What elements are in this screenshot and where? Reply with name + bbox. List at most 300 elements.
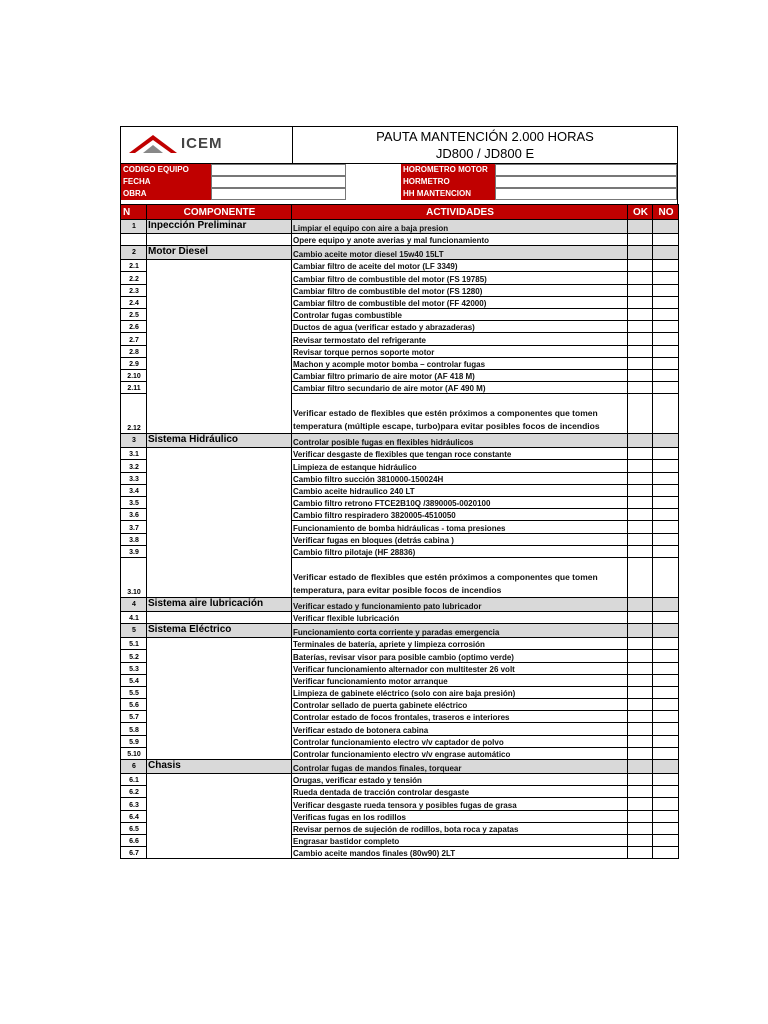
no-checkbox-cell[interactable]: [653, 284, 679, 296]
no-checkbox-cell[interactable]: [653, 497, 679, 509]
component-cell: [147, 333, 292, 345]
ok-checkbox-cell[interactable]: [628, 798, 653, 810]
activity-text: Verificar desgaste rueda tensora y posibles fugas de grasa: [292, 798, 628, 810]
no-checkbox-cell[interactable]: [653, 296, 679, 308]
page-title: PAUTA MANTENCIÓN 2.000 HORAS: [376, 129, 594, 144]
no-checkbox-cell[interactable]: [653, 308, 679, 320]
row-number: 5.1: [121, 638, 147, 650]
table-row: [121, 686, 679, 698]
no-checkbox-cell[interactable]: [653, 557, 679, 597]
ok-checkbox-cell[interactable]: [628, 272, 653, 284]
hormetro-field[interactable]: [495, 176, 677, 188]
component-cell: [147, 735, 292, 747]
table-row: [121, 834, 679, 846]
component-cell: [147, 686, 292, 698]
no-checkbox-cell[interactable]: [653, 597, 679, 611]
ok-checkbox-cell[interactable]: [628, 246, 653, 260]
component-cell: [147, 822, 292, 834]
table-row: [121, 662, 679, 674]
activity-text: Limpiar el equipo con aire a baja presion: [292, 220, 628, 234]
no-checkbox-cell[interactable]: [653, 760, 679, 774]
no-checkbox-cell[interactable]: [653, 822, 679, 834]
no-checkbox-cell[interactable]: [653, 484, 679, 496]
no-checkbox-cell[interactable]: [653, 220, 679, 234]
table-row: [121, 674, 679, 686]
row-number: 6.7: [121, 847, 147, 859]
ok-checkbox-cell[interactable]: [628, 357, 653, 369]
ok-checkbox-cell[interactable]: [628, 711, 653, 723]
obra-field[interactable]: [211, 188, 346, 200]
ok-checkbox-cell[interactable]: [628, 662, 653, 674]
table-row: [121, 284, 679, 296]
row-number: 6.2: [121, 786, 147, 798]
table-row: [121, 611, 679, 623]
component-cell: [147, 284, 292, 296]
row-number: 2.7: [121, 333, 147, 345]
no-checkbox-cell[interactable]: [653, 735, 679, 747]
ok-checkbox-cell[interactable]: [628, 284, 653, 296]
activity-text: Verificar funcionamiento motor arranque: [292, 674, 628, 686]
table-row: [121, 509, 679, 521]
ok-checkbox-cell[interactable]: [628, 557, 653, 597]
ok-checkbox-cell[interactable]: [628, 521, 653, 533]
activity-text: Cambio filtro retrono FTCE2B10Q /3890005-0020100: [292, 497, 628, 509]
activity-text: Cambiar filtro primario de aire motor (AF 418 M): [292, 369, 628, 381]
info-label: FECHA: [121, 176, 211, 188]
row-number: 2.12: [121, 394, 147, 434]
activity-text: Cambiar filtro de combustible del motor (FF 42000): [292, 296, 628, 308]
activity-text: Controlar estado de focos frontales, traseros e interiores: [292, 711, 628, 723]
component-cell: [147, 296, 292, 308]
table-row: [121, 333, 679, 345]
col-header-n: N: [121, 205, 147, 220]
component-cell: [147, 662, 292, 674]
component-cell: [147, 810, 292, 822]
table-row: [121, 638, 679, 650]
component-cell: [147, 460, 292, 472]
no-checkbox-cell[interactable]: [653, 638, 679, 650]
table-row: [121, 260, 679, 272]
ok-checkbox-cell[interactable]: [628, 448, 653, 460]
ok-checkbox-cell[interactable]: [628, 484, 653, 496]
row-number: 5.10: [121, 747, 147, 759]
ok-checkbox-cell[interactable]: [628, 460, 653, 472]
ok-checkbox-cell[interactable]: [628, 810, 653, 822]
ok-checkbox-cell[interactable]: [628, 234, 653, 246]
component-cell: [147, 774, 292, 786]
row-number: 2.4: [121, 296, 147, 308]
ok-checkbox-cell[interactable]: [628, 296, 653, 308]
table-row: [121, 699, 679, 711]
row-number: 3.2: [121, 460, 147, 472]
row-number: 6.1: [121, 774, 147, 786]
activity-text: Controlar sellado de puerta gabinete eléctrico: [292, 699, 628, 711]
no-checkbox-cell[interactable]: [653, 699, 679, 711]
ok-checkbox-cell[interactable]: [628, 674, 653, 686]
no-checkbox-cell[interactable]: [653, 674, 679, 686]
ok-checkbox-cell[interactable]: [628, 308, 653, 320]
section-row: [121, 760, 679, 774]
table-row: [121, 774, 679, 786]
component-cell: [147, 357, 292, 369]
hh-mantencion-field[interactable]: [495, 188, 677, 200]
component-cell: [147, 382, 292, 394]
no-checkbox-cell[interactable]: [653, 472, 679, 484]
section-row: [121, 624, 679, 638]
component-cell: [147, 321, 292, 333]
activity-text: Revisar termostato del refrigerante: [292, 333, 628, 345]
activity-text: Cambio filtro respiradero 3820005-4510050: [292, 509, 628, 521]
no-checkbox-cell[interactable]: [653, 272, 679, 284]
table-row: [121, 472, 679, 484]
no-checkbox-cell[interactable]: [653, 798, 679, 810]
component-cell: [147, 798, 292, 810]
ok-checkbox-cell[interactable]: [628, 774, 653, 786]
table-row: [121, 448, 679, 460]
table-row: [121, 735, 679, 747]
no-checkbox-cell[interactable]: [653, 382, 679, 394]
row-number: 2.6: [121, 321, 147, 333]
no-checkbox-cell[interactable]: [653, 810, 679, 822]
ok-checkbox-cell[interactable]: [628, 220, 653, 234]
ok-checkbox-cell[interactable]: [628, 597, 653, 611]
ok-checkbox-cell[interactable]: [628, 822, 653, 834]
component-cell: [147, 260, 292, 272]
component-cell: [147, 650, 292, 662]
section-row: [121, 246, 679, 260]
ok-checkbox-cell[interactable]: [628, 333, 653, 345]
row-number: 5: [121, 624, 147, 638]
component-cell: [147, 545, 292, 557]
activity-text: Limpieza de gabinete eléctrico (solo con aire baja presión): [292, 686, 628, 698]
activity-text: Cambio aceite motor diesel 15w40 15LT: [292, 246, 628, 260]
info-label: HOROMETRO MOTOR: [401, 164, 495, 176]
component-cell: [147, 847, 292, 859]
no-checkbox-cell[interactable]: [653, 723, 679, 735]
info-row-hormetro: [401, 176, 677, 188]
table-row: [121, 723, 679, 735]
component-cell: [147, 345, 292, 357]
activity-text: Cambiar filtro de combustible del motor (FS 1280): [292, 284, 628, 296]
no-checkbox-cell[interactable]: [653, 847, 679, 859]
activity-text: Funcionamiento corta corriente y paradas emergencia: [292, 624, 628, 638]
activity-text: Limpieza de estanque hidráulico: [292, 460, 628, 472]
activity-text: Verificar fugas en bloques (detrás cabina ): [292, 533, 628, 545]
row-number: 2.1: [121, 260, 147, 272]
table-row: [121, 810, 679, 822]
row-number: 3.7: [121, 521, 147, 533]
ok-checkbox-cell[interactable]: [628, 509, 653, 521]
component-cell: [147, 394, 292, 434]
no-checkbox-cell[interactable]: [653, 394, 679, 434]
component-name: Sistema Eléctrico: [147, 624, 292, 638]
info-label: HORMETRO: [401, 176, 495, 188]
ok-checkbox-cell[interactable]: [628, 321, 653, 333]
ok-checkbox-cell[interactable]: [628, 533, 653, 545]
no-checkbox-cell[interactable]: [653, 686, 679, 698]
table-row: [121, 394, 679, 434]
activity-text: Terminales de batería, apriete y limpieza corrosión: [292, 638, 628, 650]
company-logo: [121, 127, 293, 163]
activity-text: Controlar fugas de mandos finales, torquear: [292, 760, 628, 774]
no-checkbox-cell[interactable]: [653, 774, 679, 786]
table-row: [121, 711, 679, 723]
component-cell: [147, 472, 292, 484]
no-checkbox-cell[interactable]: [653, 234, 679, 246]
component-cell: [147, 509, 292, 521]
horometro-motor-field[interactable]: [495, 164, 677, 176]
ok-checkbox-cell[interactable]: [628, 434, 653, 448]
activity-text: Ductos de agua (verificar estado y abrazaderas): [292, 321, 628, 333]
table-row: [121, 308, 679, 320]
no-checkbox-cell[interactable]: [653, 711, 679, 723]
activity-text: Machon y acomple motor bomba – controlar fugas: [292, 357, 628, 369]
activity-text: Controlar posible fugas en flexibles hidráulicos: [292, 434, 628, 448]
component-cell: [147, 448, 292, 460]
activity-text: Controlar fugas combustible: [292, 308, 628, 320]
no-checkbox-cell[interactable]: [653, 357, 679, 369]
component-cell: [147, 747, 292, 759]
ok-checkbox-cell[interactable]: [628, 723, 653, 735]
row-number: 5.7: [121, 711, 147, 723]
row-number: 2.10: [121, 369, 147, 381]
info-row-hh: [401, 188, 677, 200]
col-header-ok: OK: [628, 205, 653, 220]
component-cell: [147, 521, 292, 533]
component-cell: [147, 711, 292, 723]
activity-text: Orugas, verificar estado y tensión: [292, 774, 628, 786]
no-checkbox-cell[interactable]: [653, 533, 679, 545]
no-checkbox-cell[interactable]: [653, 509, 679, 521]
no-checkbox-cell[interactable]: [653, 747, 679, 759]
maintenance-sheet: [120, 126, 678, 859]
no-checkbox-cell[interactable]: [653, 333, 679, 345]
activity-text: Verificas fugas en los rodillos: [292, 810, 628, 822]
component-cell: [147, 674, 292, 686]
table-row: [121, 272, 679, 284]
ok-checkbox-cell[interactable]: [628, 472, 653, 484]
info-row-fecha: [121, 176, 401, 188]
col-header-activities: ACTIVIDADES: [292, 205, 628, 220]
row-number: 6: [121, 760, 147, 774]
table-header-row: [121, 205, 679, 220]
no-checkbox-cell[interactable]: [653, 611, 679, 623]
logo-mark-icon: [127, 133, 179, 155]
no-checkbox-cell[interactable]: [653, 448, 679, 460]
row-number: 3: [121, 434, 147, 448]
row-number: 3.5: [121, 497, 147, 509]
activity-text: Cambiar filtro de combustible del motor (FS 19785): [292, 272, 628, 284]
activity-text: Revisar torque pernos soporte motor: [292, 345, 628, 357]
row-number: 5.5: [121, 686, 147, 698]
activity-text: Cambio filtro succión 3810000-150024H: [292, 472, 628, 484]
table-row: [121, 497, 679, 509]
row-number: 5.2: [121, 650, 147, 662]
ok-checkbox-cell[interactable]: [628, 369, 653, 381]
activity-text: Controlar funcionamiento electro v/v engrase automático: [292, 747, 628, 759]
table-row: [121, 345, 679, 357]
row-number: 5.8: [121, 723, 147, 735]
row-number: 2.11: [121, 382, 147, 394]
activity-text: Revisar pernos de sujeción de rodillos, bota roca y zapatas: [292, 822, 628, 834]
row-number: 3.4: [121, 484, 147, 496]
section-row: [121, 597, 679, 611]
checklist-body: [121, 220, 679, 859]
codigo-equipo-field[interactable]: [211, 164, 346, 176]
fecha-field[interactable]: [211, 176, 346, 188]
row-number: 2.5: [121, 308, 147, 320]
no-checkbox-cell[interactable]: [653, 246, 679, 260]
component-cell: [147, 723, 292, 735]
row-number: 3.9: [121, 545, 147, 557]
component-cell: [147, 484, 292, 496]
row-number: 6.6: [121, 834, 147, 846]
ok-checkbox-cell[interactable]: [628, 747, 653, 759]
component-cell: [147, 272, 292, 284]
table-row: [121, 234, 679, 246]
no-checkbox-cell[interactable]: [653, 460, 679, 472]
no-checkbox-cell[interactable]: [653, 345, 679, 357]
ok-checkbox-cell[interactable]: [628, 611, 653, 623]
table-row: [121, 747, 679, 759]
table-row: [121, 650, 679, 662]
ok-checkbox-cell[interactable]: [628, 699, 653, 711]
activity-text: Cambio aceite hidraulico 240 LT: [292, 484, 628, 496]
row-number: 2.9: [121, 357, 147, 369]
info-label: HH MANTENCION: [401, 188, 495, 200]
info-label: CODIGO EQUIPO: [121, 164, 211, 176]
ok-checkbox-cell[interactable]: [628, 834, 653, 846]
row-number: 3.6: [121, 509, 147, 521]
col-header-no: NO: [653, 205, 679, 220]
activity-text: Controlar funcionamiento electro v/v captador de polvo: [292, 735, 628, 747]
ok-checkbox-cell[interactable]: [628, 545, 653, 557]
component-cell: [147, 611, 292, 623]
no-checkbox-cell[interactable]: [653, 369, 679, 381]
row-number: 5.6: [121, 699, 147, 711]
row-number: 2.8: [121, 345, 147, 357]
row-number: 3.3: [121, 472, 147, 484]
component-cell: [147, 834, 292, 846]
activity-text: Opere equipo y anote averias y mal funcionamiento: [292, 234, 628, 246]
row-number: 2: [121, 246, 147, 260]
ok-checkbox-cell[interactable]: [628, 497, 653, 509]
table-row: [121, 798, 679, 810]
component-cell: [147, 308, 292, 320]
no-checkbox-cell[interactable]: [653, 521, 679, 533]
row-number: 5.4: [121, 674, 147, 686]
activity-text: Verificar estado de botonera cabina: [292, 723, 628, 735]
info-label: OBRA: [121, 188, 211, 200]
activity-text: Verificar estado de flexibles que estén próximos a componentes que tomen temperatura (múltiple escape, turbo)para evitar posibles focos de incendios: [292, 394, 628, 434]
row-number: 3.1: [121, 448, 147, 460]
activity-text: Rueda dentada de tracción controlar desgaste: [292, 786, 628, 798]
component-cell: [147, 638, 292, 650]
ok-checkbox-cell[interactable]: [628, 786, 653, 798]
row-number: 3.10: [121, 557, 147, 597]
ok-checkbox-cell[interactable]: [628, 847, 653, 859]
ok-checkbox-cell[interactable]: [628, 735, 653, 747]
no-checkbox-cell[interactable]: [653, 321, 679, 333]
ok-checkbox-cell[interactable]: [628, 650, 653, 662]
component-cell: [147, 557, 292, 597]
section-row: [121, 220, 679, 234]
table-row: [121, 369, 679, 381]
table-row: [121, 521, 679, 533]
component-cell: [147, 497, 292, 509]
row-number: 4.1: [121, 611, 147, 623]
activity-text: Verificar funcionamiento alternador con multitester 26 volt: [292, 662, 628, 674]
col-header-component: COMPONENTE: [147, 205, 292, 220]
component-name: Sistema Hidráulico: [147, 434, 292, 448]
table-row: [121, 382, 679, 394]
activity-text: Cambio aceite mandos finales (80w90) 2LT: [292, 847, 628, 859]
info-row-horometro: [401, 164, 677, 176]
row-number: 4: [121, 597, 147, 611]
activity-text: Verificar estado de flexibles que estén próximos a componentes que tomen temperatura, para evitar posible focos de incendios: [292, 557, 628, 597]
row-number: 5.9: [121, 735, 147, 747]
row-number: 1: [121, 220, 147, 234]
ok-checkbox-cell[interactable]: [628, 394, 653, 434]
component-name: Inpección Preliminar: [147, 220, 292, 234]
no-checkbox-cell[interactable]: [653, 834, 679, 846]
activity-text: Cambio filtro pilotaje (HF 28836): [292, 545, 628, 557]
title-block: [293, 127, 677, 163]
ok-checkbox-cell[interactable]: [628, 686, 653, 698]
no-checkbox-cell[interactable]: [653, 545, 679, 557]
table-row: [121, 545, 679, 557]
info-block: [120, 164, 678, 204]
no-checkbox-cell[interactable]: [653, 434, 679, 448]
table-row: [121, 296, 679, 308]
row-number: 6.4: [121, 810, 147, 822]
component-name: Sistema aire lubricación: [147, 597, 292, 611]
component-name: Motor Diesel: [147, 246, 292, 260]
info-row-codigo: [121, 164, 401, 176]
no-checkbox-cell[interactable]: [653, 786, 679, 798]
activity-text: Baterías, revisar visor para posible cambio (optimo verde): [292, 650, 628, 662]
row-number: 6.5: [121, 822, 147, 834]
row-number: 5.3: [121, 662, 147, 674]
row-number: [121, 234, 147, 246]
activity-text: Cambiar filtro de aceite del motor (LF 3349): [292, 260, 628, 272]
table-row: [121, 484, 679, 496]
sheet-header: [120, 126, 678, 164]
ok-checkbox-cell[interactable]: [628, 382, 653, 394]
ok-checkbox-cell[interactable]: [628, 624, 653, 638]
ok-checkbox-cell[interactable]: [628, 760, 653, 774]
checklist-table: [120, 204, 679, 859]
no-checkbox-cell[interactable]: [653, 650, 679, 662]
no-checkbox-cell[interactable]: [653, 260, 679, 272]
ok-checkbox-cell[interactable]: [628, 638, 653, 650]
activity-text: Funcionamiento de bomba hidráulicas - toma presiones: [292, 521, 628, 533]
component-cell: [147, 786, 292, 798]
no-checkbox-cell[interactable]: [653, 624, 679, 638]
table-row: [121, 533, 679, 545]
table-row: [121, 847, 679, 859]
activity-text: Verificar flexible lubricación: [292, 611, 628, 623]
no-checkbox-cell[interactable]: [653, 662, 679, 674]
component-cell: [147, 699, 292, 711]
activity-text: Verificar estado y funcionamiento pato lubricador: [292, 597, 628, 611]
table-row: [121, 822, 679, 834]
ok-checkbox-cell[interactable]: [628, 260, 653, 272]
ok-checkbox-cell[interactable]: [628, 345, 653, 357]
component-cell: [147, 369, 292, 381]
section-row: [121, 434, 679, 448]
page-subtitle: JD800 / JD800 E: [435, 146, 535, 161]
